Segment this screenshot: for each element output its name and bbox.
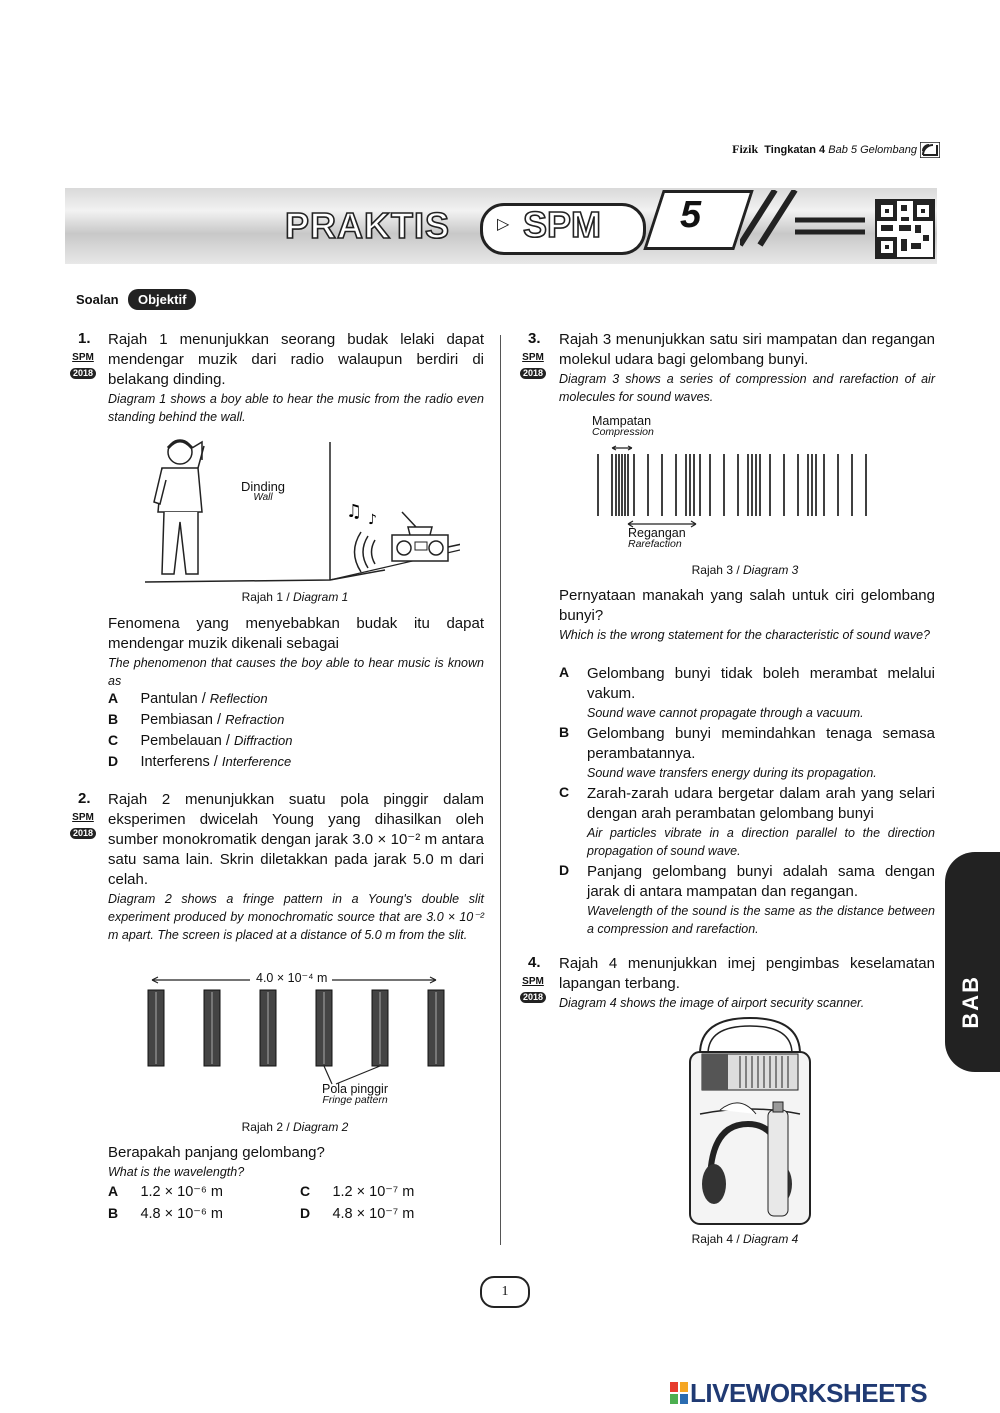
q4-caption [610, 1232, 880, 1246]
q3-compression-label [592, 414, 654, 438]
q3-caption [610, 563, 880, 577]
q2-option-c[interactable] [300, 1183, 414, 1201]
caption-en: Diagram 1 [293, 590, 349, 604]
signal-icon [920, 142, 940, 158]
q3-stem-ms: Pernyataan manakah yang salah untuk ciri gelombang bunyi? [559, 587, 935, 624]
q3-text-ms: Rajah 3 menunjukkan satu siri mampatan dan regangan molekul udara bagi gelombang bunyi. [559, 331, 935, 368]
q3-rarefaction-label [628, 526, 686, 550]
spm-label: SPM [522, 976, 544, 987]
q2-stem [108, 1143, 484, 1181]
play-arrow-icon: ▷ [497, 216, 510, 233]
q1-wall-label [236, 479, 290, 503]
q1-spm-badge [66, 352, 100, 381]
q1-option-a[interactable] [108, 690, 293, 711]
q2-spm-badge [66, 812, 100, 841]
option-letter: B [108, 711, 119, 727]
option-value: 4.8 × 10⁻⁶ m [140, 1206, 223, 1222]
diagram-1-boy-wall-radio [140, 432, 460, 592]
q1-option-c[interactable] [108, 732, 293, 753]
option-en: Reflection [209, 691, 268, 706]
q1-stem-en: The phenomenon that causes the boy able to hear music is known as [108, 656, 484, 688]
q4-number: 4. [528, 954, 541, 971]
page-number: 1 [480, 1276, 530, 1308]
q2-caption [160, 1120, 430, 1134]
q2-option-a[interactable] [108, 1183, 223, 1201]
svg-text:♫: ♫ [346, 501, 363, 522]
caption-ms: Rajah 3 / [691, 563, 740, 577]
option-letter: D [559, 862, 570, 878]
q3-option-c[interactable] [559, 784, 935, 860]
option-letter: A [108, 1183, 119, 1199]
option-ms: Gelombang bunyi memindahkan tenaga semasa perambatannya. [587, 725, 935, 762]
option-ms: Pembiasan / [140, 712, 222, 728]
option-en: Diffraction [233, 733, 293, 748]
section-type-badge: Objektif [128, 289, 196, 310]
q3-stem [559, 586, 935, 644]
option-letter: C [300, 1183, 311, 1199]
q2-stem-en: What is the wavelength? [108, 1165, 245, 1179]
q1-options [108, 690, 293, 774]
qr-code-icon[interactable] [875, 199, 935, 259]
caption-en: Diagram 4 [743, 1232, 799, 1246]
q4-text-en: Diagram 4 shows the image of airport security scanner. [559, 996, 865, 1010]
option-en: Refraction [225, 712, 285, 727]
diagram-3-compression-rarefaction [590, 444, 870, 528]
q3-text-en: Diagram 3 shows a series of compression and rarefaction of air molecules for sound waves. [559, 372, 935, 404]
q3-option-a[interactable] [559, 664, 935, 722]
q1-stem-ms: Fenomena yang menyebabkan budak itu dapat mendengar muzik dikenali sebagai [108, 615, 484, 652]
q2-text-ms: Rajah 2 menunjukkan suatu pola pinggir dalam eksperimen dwicelah Young yang dihasilkan oleh sumber monokromatik dengan jarak 3.0 × 10⁻² m antara satu sama lain. Skrin diletakkan pada jarak 5.0 m dari celah. [108, 791, 484, 888]
caption-ms: Rajah 1 / [241, 590, 290, 604]
banner-stripes [740, 190, 870, 250]
spm-label: SPM [72, 352, 94, 363]
fringe-label-ms: Pola pinggir [321, 1082, 388, 1096]
banner-title: PRAKTIS [285, 205, 451, 246]
running-header [660, 142, 940, 158]
q1-text [108, 330, 484, 426]
spm-label: SPM [72, 812, 94, 823]
option-en: Air particles vibrate in a direction parallel to the direction propagation of sound wave. [587, 826, 935, 858]
spm-year: 2018 [70, 828, 96, 839]
compression-label-ms: Mampatan [592, 414, 652, 428]
spm-year: 2018 [520, 992, 546, 1003]
option-en: Sound wave cannot propagate through a vacuum. [587, 706, 864, 720]
q1-stem [108, 614, 484, 690]
q2-text [108, 790, 484, 944]
option-value: 1.2 × 10⁻⁷ m [332, 1184, 415, 1200]
q1-number: 1. [78, 330, 91, 347]
fringe-label-en: Fringe pattern [322, 1094, 388, 1106]
q2-text-en: Diagram 2 shows a fringe pattern in a Young's double slit experiment produced by monochromatic source that are 3.0 × 10⁻² m apart. The screen is placed at a distance of 5.0 m from the slit. [108, 892, 484, 942]
option-letter: B [108, 1205, 119, 1221]
chapter-number: 5 [680, 194, 702, 236]
svg-text:♪: ♪ [368, 512, 377, 528]
q1-text-ms: Rajah 1 menunjukkan seorang budak lelaki dapat mendengar muzik dari radio walaupun berdiri di belakang dinding. [108, 331, 484, 388]
option-ms: Pantulan / [140, 691, 206, 707]
q3-option-d[interactable] [559, 862, 935, 938]
option-en: Sound wave transfers energy during its propagation. [587, 766, 877, 780]
option-letter: D [108, 753, 119, 769]
option-letter: A [108, 690, 119, 706]
header-chapter-title: Gelombang [860, 144, 917, 156]
diagram-2-fringe-pattern [140, 966, 460, 1096]
wall-label-en: Wall [253, 492, 273, 503]
option-ms: Interferens / [140, 754, 218, 770]
q3-stem-en: Which is the wrong statement for the characteristic of sound wave? [559, 628, 931, 642]
option-letter: D [300, 1205, 311, 1221]
spm-year: 2018 [520, 368, 546, 379]
wall-label-ms: Dinding [240, 479, 286, 494]
q2-fringe-label [310, 1082, 400, 1106]
caption-en: Diagram 3 [743, 563, 799, 577]
q4-text-ms: Rajah 4 menunjukkan imej pengimbas keselamatan lapangan terbang. [559, 955, 935, 992]
q2-number: 2. [78, 790, 91, 807]
liveworksheets-logo-icon [670, 1382, 688, 1404]
q2-span-label: 4.0 × 10⁻⁴ m [256, 971, 328, 985]
spm-year: 2018 [70, 368, 96, 379]
option-letter: B [559, 724, 570, 740]
q3-text [559, 330, 935, 406]
option-ms: Pembelauan / [140, 733, 230, 749]
q1-text-en: Diagram 1 shows a boy able to hear the music from the radio even standing behind the wall. [108, 392, 484, 424]
option-ms: Zarah-zarah udara bergetar dalam arah yang selari dengan arah perambatan gelombang bunyi [587, 785, 935, 822]
header-chapter: Bab 5 [828, 144, 857, 156]
option-letter: C [559, 784, 570, 800]
q1-option-b[interactable] [108, 711, 293, 732]
header-subject: Fizik [732, 142, 759, 156]
diagram-4-scanner-bag-image [680, 1014, 820, 1228]
option-en: Wavelength of the sound is the same as the distance between a compression and rarefaction. [587, 904, 935, 936]
column-divider [500, 335, 501, 1245]
option-value: 4.8 × 10⁻⁷ m [332, 1206, 415, 1222]
q4-spm-badge [516, 976, 550, 1005]
q2-option-b[interactable] [108, 1205, 223, 1223]
banner-exam: SPM [523, 204, 602, 245]
q3-number: 3. [528, 330, 541, 347]
q3-spm-badge [516, 352, 550, 381]
section-label: Soalan [76, 292, 119, 307]
caption-en: Diagram 2 [293, 1120, 349, 1134]
chapter-side-tab [945, 852, 1000, 1072]
q1-caption [160, 590, 430, 604]
q1-option-d[interactable] [108, 753, 293, 774]
footer-brand[interactable]: LIVEWORKSHEETS [690, 1378, 928, 1408]
spm-label: SPM [522, 352, 544, 363]
q2-stem-ms: Berapakah panjang gelombang? [108, 1144, 325, 1161]
option-ms: Gelombang bunyi tidak boleh merambat melalui vakum. [587, 665, 935, 702]
compression-label-en: Compression [592, 426, 654, 438]
caption-ms: Rajah 2 / [241, 1120, 290, 1134]
q2-option-d[interactable] [300, 1205, 414, 1223]
option-value: 1.2 × 10⁻⁶ m [140, 1184, 223, 1200]
chapter-side-tab-label: BAB [958, 975, 983, 1029]
rarefaction-label-ms: Regangan [628, 526, 686, 540]
option-en: Interference [221, 754, 292, 769]
option-ms: Panjang gelombang bunyi adalah sama dengan jarak di antara mampatan dan regangan. [587, 863, 935, 900]
caption-ms: Rajah 4 / [691, 1232, 740, 1246]
q4-text [559, 954, 935, 1012]
q3-option-b[interactable] [559, 724, 935, 782]
header-form: Tingkatan 4 [764, 144, 826, 156]
option-letter: A [559, 664, 570, 680]
option-letter: C [108, 732, 119, 748]
rarefaction-label-en: Rarefaction [628, 538, 682, 550]
